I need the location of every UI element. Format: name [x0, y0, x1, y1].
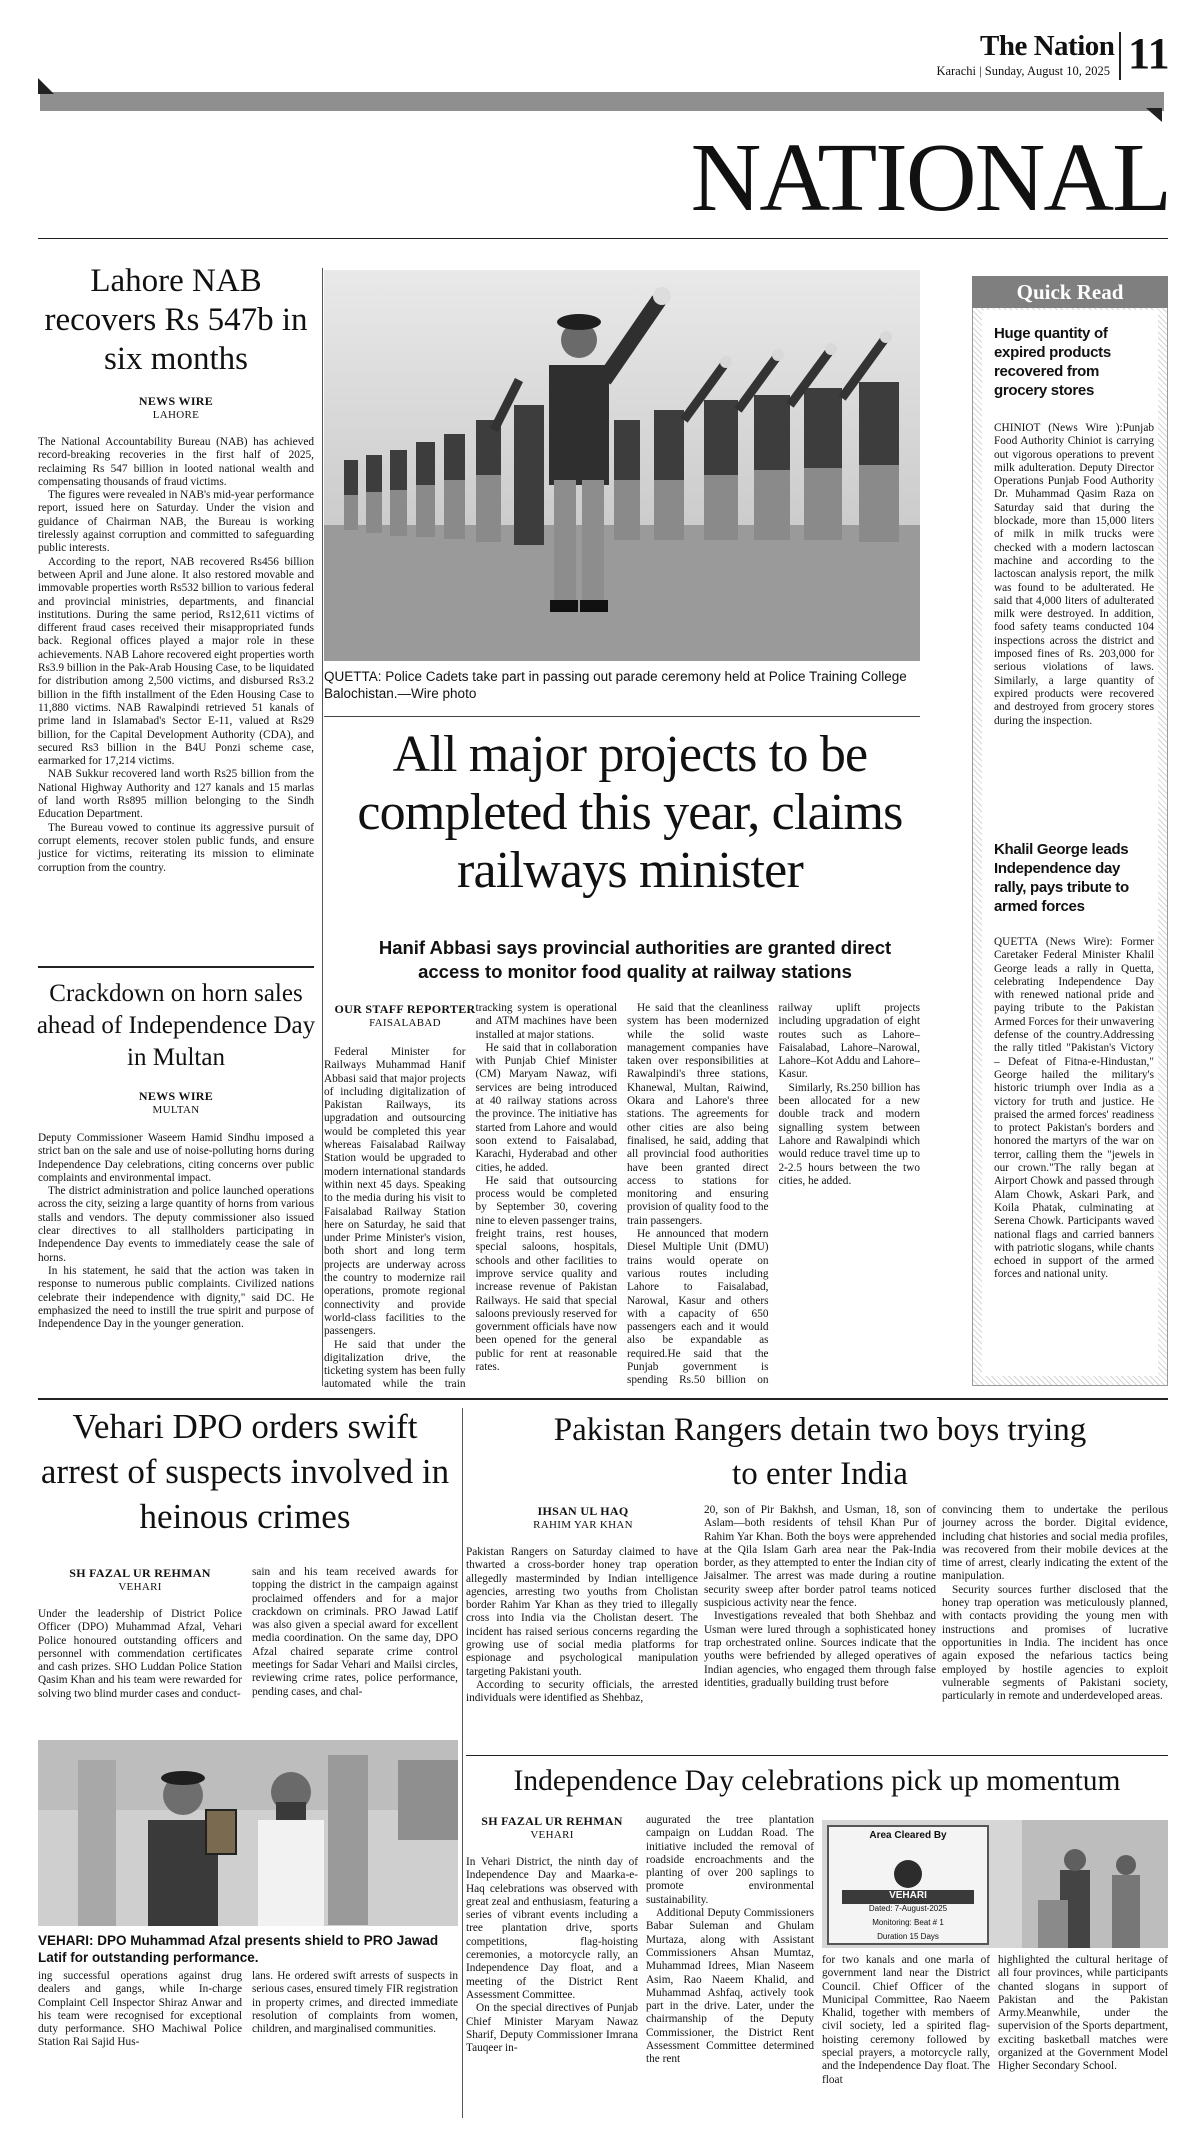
independence-paragraph: augurated the tree plantation campaign on Luddan Road. The initiative included the removal of roadside encroachments and the planting of over 200 saplings to promote environmental sustainability.	[646, 1814, 814, 1906]
vehari-headline: Vehari DPO orders swift arrest of suspects involved in heinous crimes	[40, 1407, 450, 1536]
horn-headline: Crackdown on horn sales ahead of Independence Day in Multan	[36, 980, 316, 1071]
page-number: 11	[1128, 29, 1170, 78]
rangers-col2	[704, 1504, 936, 1690]
horn-paragraph: In his statement, he said that the action was taken in response to numerous public complaints. Civilized nations celebrate their independence with dignity," said DC. He emphasized the need to instill the true spirit and purpose of Independence Day in the younger generation.	[38, 1264, 314, 1331]
railways-byline-spacer	[324, 1002, 466, 1046]
nab-paragraph: According to the report, NAB recovered Rs456 billion between April and June alone. It also restored movable and immovable properties worth Rs532 billion to various federal and provincial ministries, departments, and financial institutions. During the same period, Rs12,611 victims of different fraud cases received their misappropriated funds back. Regional offices played a major role in these achievements. NAB Lahore recovered eight properties worth Rs3.9 billion in the Pak-Arab Housing Case, to be liquidated for distribution among 2,500 victims, and disbursed Rs3.2 billion in the fifth installment of the Eden Housing Case to 11,880 victims. NAB Rawalpindi retrieved 51 kanals of prime land in Islamabad's Sector E-11, valued at Rs29 billion, for the Capital Development Authority (CDA), and secured Rs3 billion in the B4U Ponzi scheme case, earmarked for 17,214 victims.	[38, 555, 314, 768]
nab-paragraph: The Bureau vowed to continue its aggressive pursuit of corrupt elements, recover stolen public funds, and ensure justice for victims, reiterating its mission to eliminate corruption from the country.	[38, 821, 314, 874]
railways-paragraph: Federal Minister for Railways Muhammad Hanif Abbasi said that major projects of including digitalization of Pakistan Railways, its upgradation and outsourcing would be completed this year whereas Faisalabad Railway Station would be upgraded to modern international standards within next 45 days. Speaking to the media during his visit to Faisalabad Railway Station here on Saturday, he said that under Prime Minister's vision, both short and long term projects are underway across the country to modernize rail operations, promote regional connectivity and provide world-class facilities to the passengers.	[324, 1046, 466, 1338]
masthead-divider	[1119, 32, 1121, 80]
independence-paragraph: In Vehari District, the ninth day of Independence Day and Maarka-e-Haq celebrations was observed with great zeal and enthusiasm, featuring a series of vibrant events including a tree plantation drive, sports competitions, flag-hoisting ceremonies, a motorcycle rally, an Independence Day float, and a meeting of the District Rent Assessment Committee.	[466, 1856, 638, 2001]
vehari-col1-bottom: ing successful operations against drug dealers and gangs, while In-charge Complaint Cell Inspector Shiraz Anwar and his team were recognised for exceptional duty performance. SHO Machiwal Police Station Rai Sajid Hus-	[38, 1970, 242, 2049]
rangers-paragraph: Pakistan Rangers on Saturday claimed to have thwarted a cross-border honey trap operation allegedly masterminded by Indian intelligence agencies, arresting two youths from Cholistan border Rahim Yar Khan as they tried to illegally cross into India via the Cholistan desert. The incident has raised serious concerns regarding the growing use of social media platforms for espionage and psychological manipulation targeting Pakistani youth.	[466, 1546, 698, 1678]
parade-photo	[324, 270, 920, 661]
masthead-dateline: Karachi | Sunday, August 10, 2025	[936, 64, 1110, 78]
quick-read-item2-headline: Khalil George leads Independence day rally, pays tribute to armed forces	[994, 841, 1129, 915]
nab-paragraph: The National Accountability Bureau (NAB) has achieved record-breaking recoveries in the first half of 2025, reclaiming Rs 547 billion in looted national wealth and compensating thousands of fraud victims.	[38, 436, 314, 488]
railways-paragraph: He said that outsourcing process would be completed by September 30, covering nine to eleven passenger trains, freight trains, rest houses, special saloons, hospitals, schools and other facilities to improve service quality and increase revenue of Pakistan Railways. He said that special saloons previously reserved for government officials have now been opened for the general public for rent at reasonable rates.	[475, 1174, 617, 1374]
photo-bottom-rule	[324, 716, 920, 717]
railways-byline-name: OUR STAFF REPORTER	[334, 1002, 476, 1016]
masthead-gray-bar	[40, 92, 1164, 111]
rangers-paragraph: convincing them to undertake the perilous journey across the border. Digital evidence, including chat histories and social media profiles, was recovered from their mobile devices at the time of arrest, clearly indicating the extent of the manipulation.	[942, 1504, 1168, 1583]
railways-headline: All major projects to be completed this year, claims railways minister	[357, 726, 903, 899]
nab-paragraph: NAB Sukkur recovered land worth Rs25 billion from the National Highway Authority and 127 kanals and 15 marlas of land worth Rs895 million belonging to the Sindh Education Department.	[38, 768, 314, 821]
column-divider-bottom	[462, 1408, 463, 2118]
area-cleared-duration: Duration 15 Days	[877, 1932, 939, 1941]
quick-read-item1-headline: Huge quantity of expired products recovered from grocery stores	[994, 325, 1111, 399]
area-cleared-name: VEHARI	[889, 1890, 927, 1901]
railways-byline-location: FAISALABAD	[369, 1017, 441, 1029]
independence-col4: highlighted the cultural heritage of all four provinces, while participants chanted slogans in support of Pakistan and the Pakistan Army.Meanwhile, under the supervision of the Sports department, exciting basketball matches were organized at the Government Model Higher Secondary School.	[998, 1954, 1168, 2073]
railways-paragraph: He announced that modern Diesel Multiple Unit (DMU) trains would operate on various routes including Lahore to Faisalabad, Narowal, Kasur and others with a capacity of 650 passengers each and it would also be expandable as required.He said that the Punjab government is spending Rs.50 billion on railway uplift projects including upgradation of eight routes such as Lahore–Faisalabad, Lahore–Narowal, Lahore–Kot Addu and Lahore–Kasur.	[627, 1002, 920, 1387]
parade-photo-caption: QUETTA: Police Cadets take part in passing out parade ceremony held at Police Training College Balochistan.—Wire photo	[324, 669, 907, 701]
rangers-byline-name: IHSAN UL HAQ	[537, 1504, 629, 1518]
railways-body	[324, 1002, 920, 1394]
independence-byline-location: VEHARI	[530, 1829, 574, 1841]
rangers-paragraph: Investigations revealed that both Shehbaz and Usman were lured through a sophisticated honey trap orchestrated online. Sources indicate that the youths were befriended by alleged operatives of Indian agencies, who engaged them through false identities, gradually building trust before	[704, 1610, 936, 1689]
nab-bottom-rule	[38, 966, 314, 968]
independence-col2	[646, 1814, 814, 2067]
quick-read-item1-text: CHINIOT (News Wire ):Punjab Food Authority Chiniot is carrying out vigorous operations to prevent milk adulteration. Deputy Director Operations Punjab Food Authority Dr. Muhammad Qasim Raza on Saturday said that during the blockade, more than 15,000 liters of milk in milk trucks were checked with a modern lactoscan machine and according to the lactoscan analysis report, the milk was found to be adulterated. He said that 4,000 liters of adulterated milk were destroyed. In addition, food safety teams conducted 104 inspections across the district and imposed fines of Rs. 203,000 for serious violations of laws. Similarly, a large quantity of expired products were recovered and destroyed from grocery stores during the inspection.	[994, 422, 1154, 727]
vehari-col2-bottom: lans. He ordered swift arrests of suspects in serious cases, ensured timely FIR registration in property crimes, and directed immediate resolution of complaints from women, children, and marginalised communities.	[252, 1970, 458, 2036]
railways-paragraph: He said that under the digitalization drive, the ticketing system has been fully automated while the train tracking system is operational and ATM machines have been installed at major stations.	[324, 1002, 617, 1391]
area-cleared-title: Area Cleared By	[869, 1830, 947, 1841]
masthead-bar-right-tab	[1146, 108, 1162, 122]
horn-paragraph: The district administration and police launched operations across the city, seizing a large quantity of horns from various stalls and vendors. The deputy commissioner also issued clear directives to all stallholders participating in Independence Day events to immediately cease the sale of horns.	[38, 1185, 314, 1264]
railways-subhead: Hanif Abbasi says provincial authorities are granted direct access to monitor food quality at railway stations	[378, 937, 892, 982]
rangers-byline-location: RAHIM YAR KHAN	[533, 1519, 633, 1531]
area-cleared-dated: Dated: 7-August-2025	[868, 1904, 948, 1913]
parade-illustration	[324, 270, 920, 661]
horn-paragraph: Deputy Commissioner Waseem Hamid Sindhu imposed a strict ban on the sale and use of noise-polluting horns during Independence Day celebrations, citing concerns over public complaints and environmental impact.	[38, 1132, 314, 1184]
railways-paragraph: He said that in collaboration with Punjab Chief Minister (CM) Maryam Nawaz, wifi services are being introduced at 40 railway stations across the province. The initiative has started from Lahore and would soon extend to Faisalabad, Karachi, Hyderabad and other cities, he added.	[475, 1041, 617, 1174]
rangers-byline	[468, 1504, 698, 1531]
nab-paragraph: The figures were revealed in NAB's mid-year performance report, issued here on Saturday. Under the vision and guidance of Chairman NAB, the Bureau is working tirelessly against corruption and committed to safeguarding public interests.	[38, 489, 314, 555]
vehari-award-illustration	[38, 1740, 458, 1926]
independence-headline: Independence Day celebrations pick up momentum	[513, 1765, 1121, 1797]
horn-byline-name: NEWS WIRE	[138, 1089, 214, 1103]
mid-page-rule	[38, 1398, 1168, 1400]
rangers-col3	[942, 1504, 1168, 1703]
horn-body	[38, 1132, 314, 1331]
rangers-col1	[466, 1546, 698, 1706]
nab-headline: Lahore NAB recovers Rs 547b in six months	[44, 263, 308, 377]
vehari-award-photo	[38, 1740, 458, 1926]
railways-paragraph: He said that the cleanliness system has been modernized while the solid waste management companies have taken over responsibilities at Rawalpindi's three stations, Khanewal, Multan, Raiwind, Okara and Lahore's three stations. The agreements for other cities are also being finalised, he said, adding that all provincial food authorities have been granted direct access to stations for monitoring and ensuring provision of quality food to the train passengers.	[627, 1002, 769, 1227]
independence-paragraph: On the special directives of Punjab Chief Minister Maryam Nawaz Sharif, Deputy Commissioner Imrana Tauqeer in-	[466, 2002, 638, 2055]
area-cleared-monitoring: Monitoring: Beat # 1	[872, 1918, 944, 1927]
nab-byline-name: NEWS WIRE	[138, 394, 214, 408]
independence-paragraph: Additional Deputy Commissioners Babar Suleman and Ghulam Murtaza, along with Assistant Commissioners Ahsan Mumtaz, Muhammad Idrees, Mian Naseem Asim, Rao Naeem Khalid, and Muhammad Ashfaq, actively took part in the drive. Later, under the chairmanship of the Deputy Commissioner, the District Rent Assessment Committee determined the rent	[646, 1907, 814, 2066]
vehari-byline-location: VEHARI	[118, 1581, 162, 1593]
masthead-rule	[38, 238, 1168, 239]
rangers-headline: Pakistan Rangers detain two boys trying to enter India	[553, 1412, 1087, 1492]
section-title: NATIONAL	[690, 124, 1170, 232]
masthead-bar-left-tab	[38, 78, 54, 94]
vehari-byline-name: SH FAZAL UR REHMAN	[69, 1566, 211, 1580]
horn-byline-location: MULTAN	[152, 1104, 200, 1116]
independence-col1	[466, 1856, 638, 2055]
quick-read-banner: Quick Read	[972, 276, 1168, 308]
rangers-paragraph: According to security officials, the arrested individuals were identified as Shehbaz,	[466, 1678, 698, 1705]
nab-byline	[40, 394, 312, 421]
independence-col3: for two kanals and one marla of government land near the District Council. Chief Officer of the Municipal Committee, Rao Naeem Khalid, together with members of civil society, led a spirited flag-hoisting ceremony followed by special prayers, a motorcycle rally, and the Independence Day float. The float	[822, 1954, 990, 2086]
rangers-paragraph: Security sources further disclosed that the honey trap operation was meticulously planned, with contacts providing the young men with instructions and promises of lucrative opportunities in India. The incident has once again exposed the nefarious tactics being employed by hostile agencies to exploit vulnerable segments of Pakistani society, particularly in remote and underdeveloped areas.	[942, 1583, 1168, 1703]
nab-byline-location: LAHORE	[152, 409, 200, 421]
vehari-byline	[40, 1566, 240, 1593]
rangers-bottom-rule	[466, 1755, 1168, 1756]
vehari-col2: sain and his team received awards for topping the district in the campaign against proclaimed offenders and for a major crackdown on criminals. PRO Jawad Latif was also given a special award for excellent media coordination. On the same day, DPO Afzal chaired separate crime control meetings for Sadar Vehari and Mailsi circles, reviewing crime rates, police performance, pending cases, and chal-	[252, 1566, 458, 1698]
horn-byline	[40, 1089, 312, 1116]
masthead-paper-name: The Nation	[980, 30, 1115, 62]
independence-byline-name: SH FAZAL UR REHMAN	[481, 1814, 623, 1828]
column-divider	[322, 268, 323, 1386]
nab-body	[38, 436, 314, 875]
rangers-paragraph: 20, son of Pir Bakhsh, and Usman, 18, son of Aslam—both residents of tehsil Khan Pur of Rahim Yar Khan. Both the boys were apprehended at the Qila Islam Garh area near the Pak-India border, as they attempted to enter the Indian city of Jaisalmer. The arrest was made during a routine security sweep after border patrol teams noticed suspicious activity near the fence.	[704, 1504, 936, 1610]
quick-read-item2-text: QUETTA (News Wire): Former Caretaker Federal Minister Khalil George leads a rally in Quetta, celebrating Independence Day with renewed national pride and paying tribute to the Pakistan Armed Forces for their unwavering defense of the country.Addressing the rally titled "Pakistan's Victory – Defeat of Fitna-e-Hindustan," George hailed the military's historic triumph over India as a victory for truth and justice. He praised the armed forces' readiness to protect Pakistan's borders and honored the martyrs of the war on terror, calling them the "jewels in our crown."The rally began at Airport Chowk and passed through Alam Chowk, Askari Park, and Koila Phatak, culminating at Serena Chowk. Participants waved national flags and carried banners with patriotic slogans, while chants echoed in support of the armed forces and national unity.	[994, 936, 1154, 1281]
vehari-photo-caption: VEHARI: DPO Muhammad Afzal presents shield to PRO Jawad Latif for outstanding performance.	[38, 1933, 439, 1965]
independence-byline	[466, 1814, 638, 1841]
railways-paragraph: Similarly, Rs.250 billion has been allocated for a new double track and modern signalling system between Lahore and Rawalpindi which would reduce travel time up to 2-2.5 hours between the two cities, he added.	[778, 1081, 920, 1187]
vehari-col1: Under the leadership of District Police Officer (DPO) Muhammad Afzal, Vehari Police honoured outstanding officers and personnel with commendation certificates and cash prizes. SHO Luddan Police Station Qasim Khan and his team were rewarded for solving two blind murder cases and conduct-	[38, 1608, 242, 1700]
